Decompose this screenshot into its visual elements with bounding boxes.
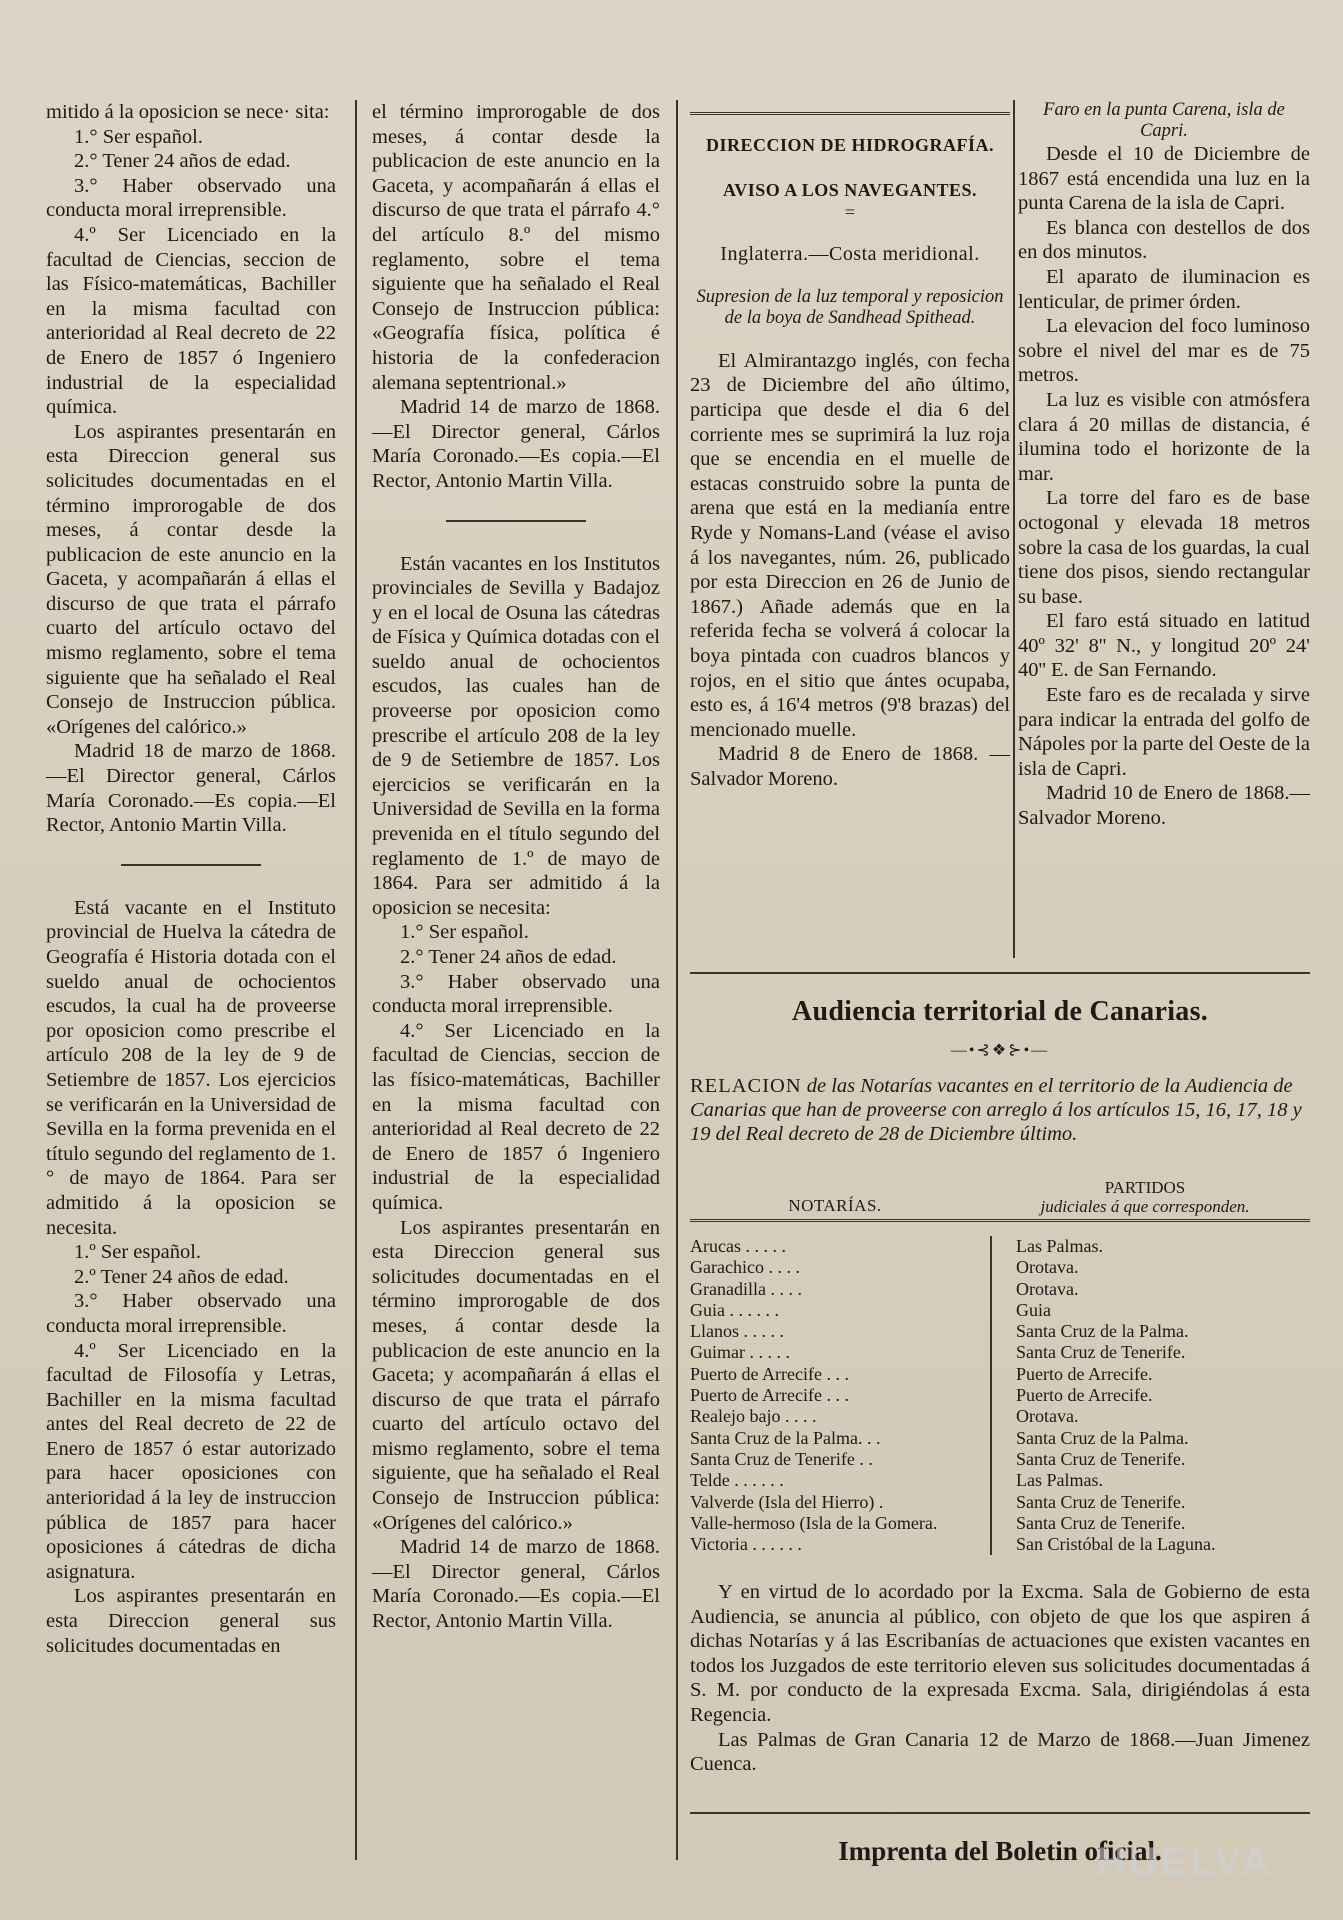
text-paragraph: Los aspirantes presentarán en esta Direccion general sus solicitudes documentadas en el término improrogable de dos meses, á contar desde la publicacion de este anuncio en la Gaceta; y acompañarán á ellas el discurso de que trata el párrafo cuarto del artículo octavo del mismo reglamento, sobre el tema siguiente, que ha señalado el Real Consejo de Instruccion pública: «Orígenes del calórico.» bbox=[372, 1216, 660, 1534]
signature-paragraph: Las Palmas de Gran Canaria 12 de Marzo de 1868.—Juan Jimenez Cuenca. bbox=[690, 1728, 1310, 1776]
requirement-item: 3.° Haber observado una conducta moral irreprensible. bbox=[46, 174, 336, 222]
closing-paragraph: Y en virtud de lo acordado por la Excma. Sala de Gobierno de esta Audiencia, se anuncia al público, con objeto de que los que aspiren á dichas Notarías y á las Escribanías de actuaciones que existen vacantes en todos los Juzgados de este territorio eleven sus solicitudes documentadas á S. M. por conducto de la expresada Excma. Sala, dirigiéndolas á esta Regencia. bbox=[690, 1581, 1310, 1726]
table-row: Garachico . . . . bbox=[690, 1257, 800, 1278]
relacion-text: de las Notarías vacantes en el territorio de la Audiencia de Canarias que han de proveerse con arreglo á los artículos 15, 16, 17, 18 y 19 del Real decreto de 28 de Diciembre último. bbox=[690, 1075, 1302, 1145]
section-heading: DIRECCION DE HIDROGRAFÍA. bbox=[705, 135, 995, 155]
table-cell: Santa Cruz de Tenerife. bbox=[1016, 1342, 1186, 1363]
section-divider bbox=[446, 520, 586, 522]
relacion-lead: RELACION bbox=[690, 1075, 802, 1097]
notice-paragraph: El aparato de iluminacion es lenticular, de primer órden. bbox=[1018, 265, 1310, 313]
requirement-item: 4.º Ser Licenciado en la facultad de Filosofía y Letras, Bachiller en la misma facultad antes del Real decreto de 22 de Enero de 1857 ó estar autorizado para hacer oposiciones con anterioridad á la ley de instruccion pública de 1857 para hacer oposiciones á cátedras de dicha asignatura. bbox=[46, 1339, 336, 1583]
signature-paragraph: Madrid 18 de marzo de 1868.—El Director general, Cárlos María Coronado.—Es copia.—El Rector, Antonio Martin Villa. bbox=[46, 740, 336, 837]
text-paragraph: Los aspirantes presentarán en esta Direccion general sus solicitudes documentadas en bbox=[46, 1585, 336, 1657]
table-row: Valverde (Isla del Hierro) . bbox=[690, 1491, 884, 1512]
requirement-item: 4.º Ser Licenciado en la facultad de Ciencias, seccion de las Físico-matemáticas, Bachiller en la misma facultad con anterioridad al Real decreto de 22 de Enero de 1857 ó Ingeniero industrial de la especialidad química. bbox=[46, 223, 336, 419]
printer-imprint: Imprenta del Boletin oficial. bbox=[838, 1836, 1162, 1866]
notice-paragraph: Este faro es de recalada y sirve para indicar la entrada del golfo de Nápoles por la parte del Oeste de la isla de Capri. bbox=[1018, 684, 1311, 780]
section-divider bbox=[121, 864, 261, 866]
table-cell: Santa Cruz de Tenerife. bbox=[1016, 1491, 1186, 1512]
vacancy-announcement: Está vacante en el Instituto provincial de Huelva la cátedra de Geografía é Historia dotada con el sueldo anual de ochocientos escudos, la cual ha de proveerse por oposicion como prescribe el artículo 208 de la ley de 9 de Setiembre de 1857. Los ejercicios se verificarán en la Universidad de Sevilla en la forma prevenida en el título segundo del reglamento de 1.° de mayo de 1864. Para ser admitido á la oposicion se necesita. bbox=[46, 896, 336, 1239]
column-1 bbox=[46, 100, 336, 1658]
text-paragraph: Los aspirantes presentarán en esta Direccion general sus solicitudes documentadas en el término improrogable de dos meses, á contar desde la publicacion de este anuncio en la Gaceta, y acompañarán á ellas el discurso de que trata el párrafo cuarto del artículo octavo del mismo reglamento, sobre el tema siguiente que ha señalado el Real Consejo de Instruccion pública. «Orígenes del calórico.» bbox=[46, 420, 336, 738]
audiencia-closing bbox=[690, 1580, 1310, 1777]
table-body bbox=[690, 1236, 1310, 1555]
partidos-sub: judiciales á que corresponden. bbox=[1040, 1197, 1250, 1216]
requirement-item: 2.° Tener 24 años de edad. bbox=[74, 150, 291, 173]
column-header-partidos bbox=[980, 1178, 1310, 1216]
requirement-item: 2.° Tener 24 años de edad. bbox=[400, 946, 617, 968]
table-cell: Santa Cruz de la Palma. bbox=[1016, 1321, 1189, 1342]
table-row: Granadilla . . . . bbox=[690, 1278, 802, 1299]
signature-paragraph: Madrid 14 de marzo de 1868.—El Director general, Cárlos María Coronado.—Es copia.—El Rector, Antonio Martin Villa. bbox=[372, 1536, 660, 1633]
column-3 bbox=[690, 100, 1010, 791]
table-cell: Orotava. bbox=[1016, 1278, 1079, 1299]
table-cell: San Cristóbal de la Laguna. bbox=[1016, 1534, 1216, 1555]
table-row: Santa Cruz de la Palma. . . bbox=[690, 1427, 881, 1448]
table-row: Arucas . . . . . bbox=[690, 1236, 786, 1256]
table-cell: Puerto de Arrecife. bbox=[1016, 1385, 1153, 1406]
table-header bbox=[690, 1178, 1310, 1222]
notice-paragraph: El Almirantazgo inglés, con fecha 23 de Diciembre del año último, participa que desde el dia 6 del corriente mes se suprimirá la luz roja que se encendia en el muelle de estacas construido sobre la punta de arena que está en la medianía entre Ryde y Nomans-Land (véase el aviso á los navegantes, núm. 26, publicado por esta Direccion en 26 de Junio de 1867.) Añade además que en la referida fecha se volverá á colocar la boya pintada con cuadros blancos y rojos, en el sitio que ántes ocupaba, esto es, á 16'4 metros (9'8 brazas) del mencionado muelle. bbox=[690, 349, 1010, 741]
table-row: Puerto de Arrecife . . . bbox=[690, 1363, 849, 1384]
table-row: Guia . . . . . . bbox=[690, 1299, 779, 1320]
column-rule bbox=[355, 100, 357, 1860]
requirement-item: 1.º Ser español. bbox=[74, 1241, 202, 1264]
table-row: Santa Cruz de Tenerife . . bbox=[690, 1448, 873, 1469]
header-rule bbox=[690, 112, 1010, 115]
requirement-item: 2.º Tener 24 años de edad. bbox=[74, 1265, 289, 1288]
column-rule bbox=[676, 100, 678, 1860]
table-row: Telde . . . . . . bbox=[690, 1470, 784, 1491]
section-rule bbox=[690, 972, 1310, 974]
table-row: Victoria . . . . . . bbox=[690, 1534, 802, 1555]
notice-subtitle: Supresion de la luz temporal y reposicion de la boya de Sandhead Spithead. bbox=[696, 286, 1004, 328]
notice-paragraph: La luz es visible con atmósfera clara á 20 millas de distancia, é ilumina todo el horizonte de la mar. bbox=[1018, 388, 1310, 485]
column-header-notarias: NOTARÍAS. bbox=[788, 1195, 882, 1215]
notice-paragraph: Desde el 10 de Diciembre de 1867 está encendida una luz en la punta Carena de la isla de Capri. bbox=[1018, 143, 1310, 215]
table-cell: Puerto de Arrecife. bbox=[1016, 1363, 1153, 1384]
ornament: —•⊰❖⊱•— bbox=[950, 1042, 1050, 1059]
text-paragraph: mitido á la oposicion se nece· sita: bbox=[46, 101, 330, 123]
requirement-item: 3.° Haber observado una conducta moral irreprensible. bbox=[46, 1290, 336, 1337]
notarias-column bbox=[690, 1236, 992, 1555]
text-paragraph: el término improrogable de dos meses, á contar desde la publicacion de este anuncio en la Gaceta, y acompañarán á ellas el discurso de que trata el párrafo 4.° del artículo 8.º del mismo reglamento, sobre el tema siguiente que ha señalado el Real Consejo de Instruccion pública: «Geografía física, política é historia de la confederacion alemana septentrional.» bbox=[372, 101, 660, 394]
notice-paragraph: Es blanca con destellos de dos en dos minutos. bbox=[1018, 216, 1310, 264]
table-cell: Las Palmas. bbox=[1016, 1236, 1103, 1256]
partidos-column bbox=[992, 1236, 1310, 1555]
column-rule bbox=[1013, 100, 1015, 958]
table-cell: Santa Cruz de Tenerife. bbox=[1016, 1448, 1186, 1469]
signature-paragraph: Madrid 8 de Enero de 1868. —Salvador Moreno. bbox=[690, 743, 1010, 790]
table-cell: Orotava. bbox=[1016, 1406, 1079, 1427]
requirement-item: 1.° Ser español. bbox=[74, 125, 203, 148]
notice-subtitle: Faro en la punta Carena, isla de Capri. bbox=[1043, 100, 1285, 141]
requirement-item: 3.° Haber observado una conducta moral irreprensible. bbox=[372, 970, 660, 1018]
footer-rule bbox=[690, 1812, 1310, 1814]
vacancy-announcement: Están vacantes en los Institutos provinciales de Sevilla y Badajoz y en el local de Osuna las cátedras de Física y Química dotadas con el sueldo anual de ochocientos escudos, las cuales han de proveerse por oposicion como prescribe el artículo 208 de la ley de 9 de Setiembre de 1857. Los ejercicios se verificarán en la Universidad de Sevilla en la forma prevenida en el título segundo del reglamento de 1.º de mayo de 1864. Para ser admitido á la oposicion se necesita: bbox=[372, 552, 660, 919]
table-row: Llanos . . . . . bbox=[690, 1321, 784, 1342]
table-cell: Guia bbox=[1016, 1299, 1051, 1320]
heading-dash: = bbox=[844, 202, 856, 223]
requirement-item: 1.° Ser español. bbox=[400, 921, 529, 944]
notice-paragraph: La elevacion del foco luminoso sobre el nivel del mar es de 75 metros. bbox=[1018, 315, 1310, 387]
signature-paragraph: Madrid 14 de marzo de 1868.—El Director general, Cárlos María Coronado.—Es copia.—El Rector, Antonio Martin Villa. bbox=[372, 396, 660, 492]
notarias-table bbox=[690, 1178, 1310, 1555]
audiencia-title: Audiencia territorial de Canarias. bbox=[791, 996, 1209, 1027]
section-heading: AVISO A LOS NAVEGANTES. bbox=[723, 179, 977, 200]
region-heading: Inglaterra.—Costa meridional. bbox=[720, 243, 980, 266]
column-4 bbox=[1018, 100, 1310, 831]
column-2 bbox=[372, 100, 660, 1634]
partidos-label: PARTIDOS bbox=[1104, 1178, 1186, 1197]
table-cell: Santa Cruz de la Palma. bbox=[1016, 1427, 1189, 1448]
table-cell: Las Palmas. bbox=[1016, 1470, 1103, 1491]
notice-paragraph: La torre del faro es de base octogonal y elevada 18 metros sobre la casa de los guardas, la cual tiene dos pisos, siendo rectangular su base. bbox=[1018, 487, 1310, 608]
relacion-heading bbox=[690, 1074, 1310, 1146]
notice-paragraph: El faro está situado en latitud 40º 32' 8'' N., y longitud 20º 24' 40'' E. de San Fernando. bbox=[1018, 610, 1310, 682]
archive-watermark: HUELVA bbox=[1096, 1840, 1273, 1884]
signature-paragraph: Madrid 10 de Enero de 1868.—Salvador Moreno. bbox=[1018, 782, 1310, 830]
table-row: Valle-hermoso (Isla de la Gomera. bbox=[690, 1512, 938, 1533]
table-row: Guimar . . . . . bbox=[690, 1342, 790, 1363]
table-cell: Santa Cruz de Tenerife. bbox=[1016, 1512, 1186, 1533]
requirement-item: 4.° Ser Licenciado en la facultad de Ciencias, seccion de las físico-matemáticas, Bachiller en la misma facultad con anterioridad al Real decreto de 22 de Enero de 1857 ó Ingeniero industrial de la especialidad química. bbox=[372, 1019, 660, 1214]
table-row: Puerto de Arrecife . . . bbox=[690, 1385, 849, 1406]
table-cell: Orotava. bbox=[1016, 1257, 1079, 1278]
table-row: Realejo bajo . . . . bbox=[690, 1406, 817, 1427]
